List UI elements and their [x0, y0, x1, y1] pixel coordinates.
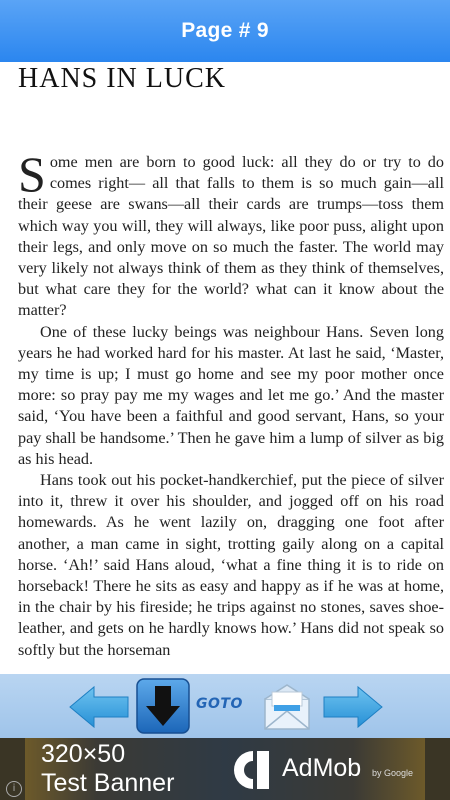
- admob-brand: AdMob: [282, 754, 362, 782]
- arrow-right-icon[interactable]: [322, 685, 384, 729]
- story-text: [18, 146, 444, 661]
- admob-by-google: by Google: [372, 768, 414, 778]
- download-icon[interactable]: [136, 678, 190, 734]
- ad-banner[interactable]: [0, 738, 450, 800]
- paragraph: [18, 146, 444, 322]
- paragraph: One of these lucky beings was neighbour Hans. Seven long years he had worked hard for his master. At last he said, ‘Master, my time is up; I must go home and see my poor mother once more: so pray pay me my wages and let me go.’ And the master said, ‘You have been a faithful and good servant, Hans, so your pay shall be handsome.’ Then he gave him a lump of silver as big as his head.: [18, 322, 444, 468]
- goto-button[interactable]: GOTO: [196, 696, 243, 712]
- mail-icon[interactable]: [262, 683, 312, 733]
- ad-label-text: Test Banner: [41, 769, 175, 797]
- book-page: [18, 62, 444, 674]
- paragraph: Hans took out his pocket-handkerchief, put the piece of silver into it, threw it over his shoulder, and jogged off on his road homewards. As he went lazily on, dragging one foot after another, a man came in sight, trotting gaily along on a capital horse. ‘Ah!’ said Hans aloud, ‘what a fine thing it is to ride on horseback! There he sits as easy and happy as if he was at home, in the chair by his fireside; he trips against no stones, saves shoe-leather, and gets on he hardly knows how.’ Hans did not speak so softly but the horseman: [18, 471, 444, 659]
- story-title: HANS IN LUCK: [18, 63, 226, 94]
- ad-info-icon[interactable]: i: [6, 781, 22, 797]
- page-number-title: Page # 9: [181, 19, 269, 42]
- app-header: [0, 0, 450, 62]
- drop-cap: S: [18, 146, 46, 202]
- admob-logo-icon: [230, 747, 276, 793]
- paragraph-text: ome men are born to good luck: all they do or try to do comes right— all that falls to them is so much gain—all their geese are swans—all their cards are trumps—toss them which way you will, they will always, like poor puss, alight upon their legs, and only move on so much the faster. The world may very likely not always think of them as they think of themselves, but what care they for the world? what can it know about the matter?: [18, 153, 444, 320]
- ad-size-text: 320×50: [41, 740, 126, 768]
- arrow-left-icon[interactable]: [68, 685, 130, 729]
- ad-creative[interactable]: [25, 738, 425, 800]
